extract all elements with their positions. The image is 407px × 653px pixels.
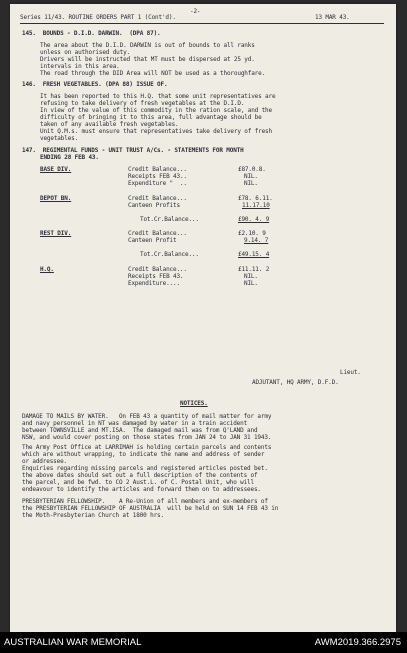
section-146-line: refusing to take delivery of fresh vegetables at the D.I.D.: [40, 100, 245, 107]
notice-line: endeavour to identify the articles and forward them on to addressees.: [22, 486, 261, 493]
notice-line: The Army Post Office at LARRIMAH is holding certain parcels and contents: [22, 444, 272, 451]
fund-row-value: £11.11. 2: [238, 266, 270, 273]
fund-row-value: NIL.: [244, 273, 258, 280]
fund-row-label: Canteen Profit: [128, 237, 177, 244]
fund-row-value: 11.17.10: [242, 202, 270, 209]
fund-total-label: Tot.Cr.Balance...: [140, 251, 199, 258]
section-146-heading: 146. FRESH VEGETABLES. (DPA 88) ISSUE OF.: [22, 81, 168, 88]
fund-row-value: NIL.: [244, 280, 258, 287]
footer-institution: AUSTRALIAN WAR MEMORIAL: [4, 637, 142, 648]
section-145-heading: 145. BOUNDS - D.I.D. DARWIN. (DPA 87).: [22, 30, 161, 37]
fund-row-value: NIL.: [244, 180, 258, 187]
section-146-line: difficulty of bringing it to this area, full advantage should be: [40, 114, 262, 121]
section-146-line: It has been reported to this H.Q. that some unit representatives are: [40, 93, 276, 100]
section-146-line: vegetables.: [40, 135, 79, 142]
section-145-line: Drivers will be instructed that MT must be dispersed at 25 yd.: [40, 56, 255, 63]
header-series: Series 11/43. ROUTINE ORDERS PART 1 (Cont'd).: [20, 14, 176, 21]
header-date: 13 MAR 43.: [315, 14, 350, 21]
footer-accession-number: AWM2019.366.2975: [314, 637, 401, 648]
section-146-line: In view of the value of this commodity in the ration scale, and the: [40, 107, 272, 114]
notice-line: the parcel, and be fwd. to CO 2 Aust.L. of C. Postal Unit, who will: [22, 479, 254, 486]
fund-row-label: Receipts FEB 43..: [128, 173, 187, 180]
notice-line: the above dates should set out a full description of the contents of: [22, 472, 258, 479]
fund-total-value: £90. 4. 9: [238, 216, 270, 223]
document-page: [10, 4, 396, 632]
signature-rank: Lieut.: [340, 369, 361, 376]
fund-unit-name: H.Q.: [40, 266, 54, 273]
notice-line: the PRESBYTERIAN FELLOWSHIP OF AUSTRALIA will be held on SUN 14 FEB 43 in: [22, 505, 279, 512]
fund-total-value: £49.15. 4: [238, 251, 270, 258]
fund-row-label: Credit Balance...: [128, 266, 187, 273]
notice-line: DAMAGE TO MAILS BY WATER. On FEB 43 a quantity of mail matter for army: [22, 413, 272, 420]
section-145-line: intervals in this area.: [40, 63, 120, 70]
section-145-line: The road through the DID Area will NOT be used as a thoroughfare.: [40, 70, 266, 77]
fund-row-label: Canteen Profits: [128, 202, 180, 209]
notice-line: the Moth-Presbyterian Church at 1800 hrs.: [22, 512, 164, 519]
fund-row-label: Expenditure " ..: [128, 180, 187, 187]
archive-footer: [0, 632, 407, 653]
fund-total-label: Tot.Cr.Balance...: [140, 216, 199, 223]
notice-line: which are without wrapping, to indicate the name and address of sender: [22, 451, 265, 458]
section-146-line: Unit Q.M.s. must ensure that representatives take delivery of fresh: [40, 128, 272, 135]
notice-line: NSW, and would cover posting on those states from JAN 24 to JAN 31 1943.: [22, 434, 272, 441]
notice-line: and navy personnel in NT was damaged by water in a train accident: [22, 420, 248, 427]
header-rule: [20, 23, 384, 24]
signature-title: ADJUTANT, HQ ARMY, D.F.D.: [252, 379, 339, 386]
section-146-line: taken of any available fresh vegetables.: [40, 121, 179, 128]
notice-line: between TOWNSVILLE and MT.ISA. The damaged mail was from Q'LAND and: [22, 427, 258, 434]
fund-row-value: NIL.: [244, 173, 258, 180]
notice-line: Enquiries regarding missing parcels and registered articles posted bet.: [22, 465, 268, 472]
fund-row-value: £78. 6.11.: [238, 195, 273, 202]
fund-row-value: 9.14. 7: [244, 237, 269, 244]
fund-row-label: Expenditure....: [128, 280, 180, 287]
fund-row-value: £2.10. 9: [238, 230, 266, 237]
notices-title: NOTICES.: [180, 400, 208, 407]
section-147-heading: 147. REGIMENTAL FUNDS - UNIT TRUST A/Cs. - STATEMENTS FOR MONTH: [22, 147, 244, 154]
section-145-line: The area about the D.I.D. DARWIN is out of bounds to all ranks: [40, 42, 255, 49]
notice-line: or addressee.: [22, 458, 68, 465]
fund-unit-name: REST DIV.: [40, 230, 72, 237]
notice-line: PRESBYTERIAN FELLOWSHIP. A Re-Union of all members and ex-members of: [22, 498, 268, 505]
fund-row-label: Credit Balance...: [128, 230, 187, 237]
fund-unit-name: BASE DIV.: [40, 166, 72, 173]
section-147-heading-cont: ENDING 28 FEB 43.: [40, 154, 99, 161]
fund-row-label: Receipts FEB 43.: [128, 273, 184, 280]
fund-unit-name: DEPOT BN.: [40, 195, 72, 202]
section-145-line: unless on authorised duty.: [40, 49, 131, 56]
page-number: -2-: [190, 8, 201, 15]
fund-row-label: Credit Balance...: [128, 166, 187, 173]
fund-row-value: £87.0.8.: [238, 166, 266, 173]
fund-row-label: Credit Balance...: [128, 195, 187, 202]
